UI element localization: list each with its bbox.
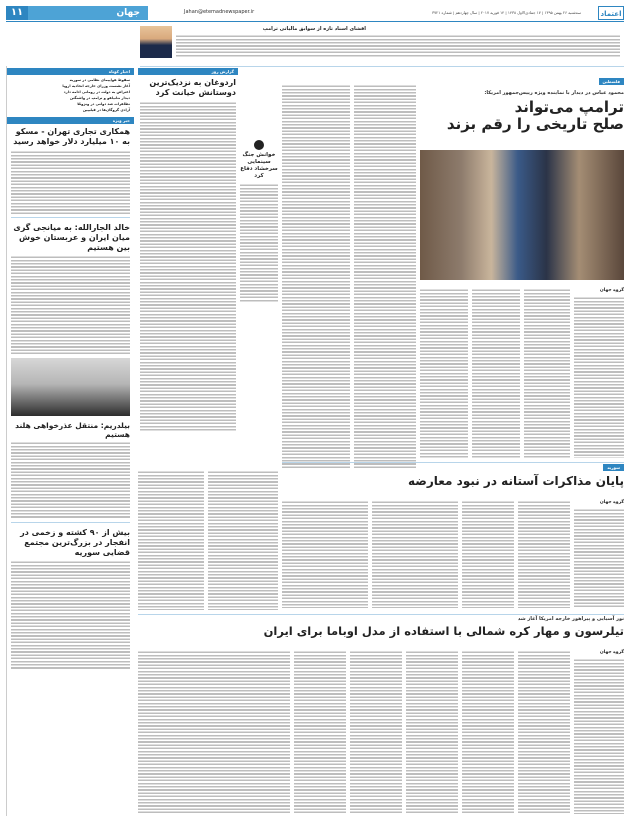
lead-text-col-a <box>282 84 350 469</box>
left-headline-4: خالد الجارالله: به میانجی گری میان ایران و عربستان خوش بین هستیم <box>13 223 130 252</box>
brief-list <box>7 75 134 115</box>
story3-text-b <box>518 650 570 814</box>
lead-headline-1: ترامپ می‌تواند <box>514 98 624 116</box>
email: Jahan@etemadnewspaper.ir <box>184 9 255 15</box>
story2 <box>282 464 624 488</box>
lead-text-col-f <box>574 296 624 458</box>
story2-text-d <box>372 500 458 608</box>
divider <box>11 217 130 218</box>
story3 <box>138 616 624 638</box>
left-text-2 <box>11 255 130 355</box>
story2-text-a <box>574 508 624 608</box>
story2-text-c <box>462 500 514 608</box>
header-rule <box>6 21 624 22</box>
left-text-1 <box>11 150 130 214</box>
story3-text-c <box>462 650 514 814</box>
report-headline: اردوغان به نزدیک‌ترین دوستانش خیانت کرد <box>149 78 236 97</box>
lead-photo <box>420 150 624 280</box>
brief-item: آزادی گروگان‌ها در فیلیپین <box>82 108 130 112</box>
story2-rule <box>282 462 624 463</box>
story2-text-e <box>282 500 368 608</box>
story3-byline: گروه جهان <box>599 650 624 655</box>
lead-story <box>420 68 624 133</box>
report-text <box>140 101 236 431</box>
page-number-box: ۱۱ <box>6 6 28 20</box>
cinema-box <box>240 140 278 340</box>
trump-photo <box>140 26 172 58</box>
left-headline-3: بیلدریم: منتقل عذرخواهی هلند هستیم <box>15 421 130 439</box>
lead-headline-2: صلح تاریخی را رقم بزند <box>446 115 624 133</box>
left-headline-5: بیش از ۹۰ کشته و زخمی در انفجار در بزرگ‌ترین مجتمع قضایی سوریه <box>20 528 130 557</box>
story3-headline: تیلرسون و مهار کره شمالی با استفاده از مدل اوباما برای ایران <box>263 624 624 638</box>
top-strip-title: افشای اسناد تازه از سوابق مالیاتی ترامپ <box>262 26 366 32</box>
story2-text-b <box>518 500 570 608</box>
story2-byline: گروه جهان <box>599 500 624 505</box>
lead-text-col-d <box>472 288 520 458</box>
lead-text-col-e <box>524 288 570 458</box>
section-name: جهان <box>28 6 148 20</box>
left-kicker-2: خبر ویژه <box>7 117 134 124</box>
brief-item: آغاز نشست وزرای خارجه اتحادیه اروپا <box>62 84 130 88</box>
story3-rule <box>138 614 624 615</box>
masthead <box>6 6 624 20</box>
cinema-icon <box>254 140 264 150</box>
left-headline-6: همکاری تجاری تهران - مسکو به ۱۰ میلیارد دلار خواهد رسید <box>13 127 130 146</box>
left-text-4 <box>11 560 130 670</box>
mid-text-a <box>138 470 204 610</box>
lead-byline: گروه جهان <box>599 288 624 293</box>
brief-item: دیدار نتانیاهو و ترامپ در واشنگتن <box>69 96 130 100</box>
brief-item: سقوط هواپیمای نظامی در سوریه <box>69 78 130 82</box>
left-column <box>6 66 134 816</box>
lead-subtitle: محمود عباس در دیدار با نماینده ویژه رییس‌جمهور امریکا: <box>484 90 624 96</box>
issue-info: سه‌شنبه ۲۶ بهمن ۱۳۹۵ | ۱۷ جمادی‌الاول ۱۴۳۸ | ۱۴ فوریه ۲۰۱۷ | سال چهاردهم | شماره ۳۷۲۱ <box>432 10 581 15</box>
story3-text-f <box>294 650 346 814</box>
left-kicker-brief: اخبار کوتاه <box>7 68 134 75</box>
story3-subtitle: نور آسیایی و پیراهور خارجه امریکا آغاز شد <box>517 616 624 622</box>
report-column <box>138 66 238 466</box>
logo: اعتماد <box>598 6 624 20</box>
lead-text-col-b <box>354 84 416 469</box>
bildirim-photo <box>11 358 130 416</box>
cinema-text <box>240 183 278 303</box>
report-kicker: گزارش روز <box>138 68 238 75</box>
top-strip <box>140 24 624 64</box>
story2-headline: پایان مذاکرات آستانه در نبود معارضه <box>408 474 624 488</box>
story3-text-a <box>574 658 624 814</box>
brief-item: اعتراض به دولت در رومانی ادامه دارد <box>63 90 130 94</box>
story2-kicker: سوریه <box>603 464 624 471</box>
lead-text-col-c <box>420 288 468 458</box>
lead-kicker: فلسطین <box>599 78 624 85</box>
brief-item: تظاهرات ضد دولتی در ونزوئلا <box>77 102 130 106</box>
cinema-headline: خوانش جنگ سینمایی سرخشاد دفاع کرد <box>240 152 278 179</box>
top-strip-text <box>176 34 620 58</box>
story3-text-d <box>406 650 458 814</box>
story3-text-g <box>138 650 290 814</box>
story3-text-e <box>350 650 402 814</box>
left-text-3 <box>11 441 130 519</box>
mid-text-b <box>208 470 278 610</box>
divider <box>11 522 130 523</box>
